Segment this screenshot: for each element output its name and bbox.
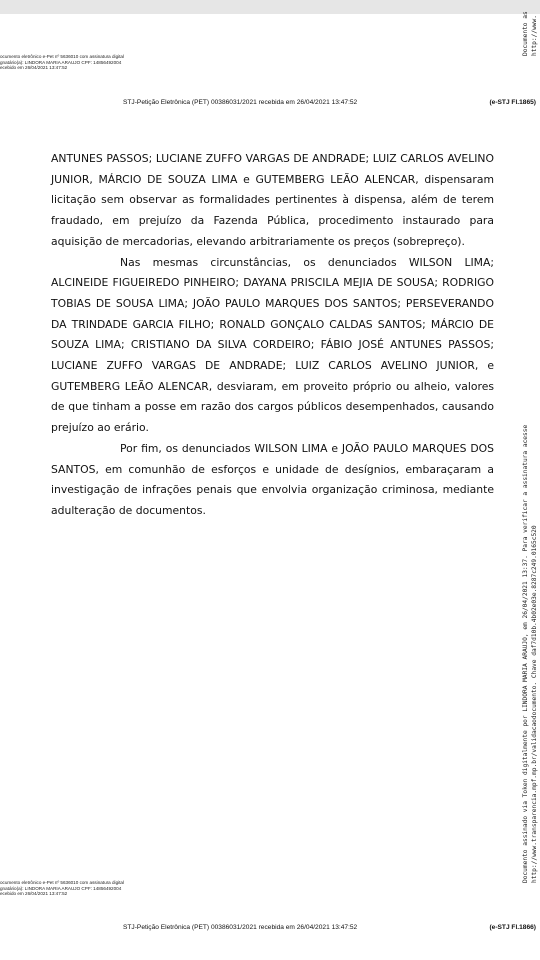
side-stamp-fragment-line: Documento as [522,11,529,56]
top-page-band [0,0,540,14]
side-stamp-fragment-line: http://www. [531,15,538,56]
document-body [51,149,494,522]
folio-number: (e-STJ Fl.1866) [489,924,536,931]
stamp-line: gnatário(a): LINDORA MARIA ARAUJO CPF: 14856492004 [0,59,122,65]
body-paragraph: Por fim, os denunciados WILSON LIMA e JOÃO PAULO MARQUES DOS SANTOS, em comunhão de esforços e unidade de desígnios, embaraçaram a investigação de infrações penais que envolvia organização criminosa, mediante adulteração de documentos. [51,441,494,517]
stamp-line: gnatário(a): LINDORA MARIA ARAUJO CPF: 14856492004 [0,885,122,891]
stamp-line: ocumento eletrônico e-Pet nº 5636010 com assinatura digital [0,880,124,885]
side-signature-stamp [521,309,539,883]
signature-stamp-top [0,54,124,71]
side-stamp-top-fragment [521,0,539,56]
folio-number: (e-STJ Fl.1865) [489,99,536,106]
signature-stamp-bottom [0,880,124,897]
stamp-line: ecebido em 26/04/2021 13:47:52 [0,65,68,71]
side-stamp-line: http://www.transparencia.mpf.mp.br/validacaodocumento. Chave daf7d10b.4b02e03e.8287c249.0165c520 [531,525,538,883]
side-stamp-line: Documento assinado via Token digitalmente por LINDORA MARIA ARAUJO, em 26/04/2021 13:37. Para verificar a assinatura acesse [522,424,529,883]
stamp-line: ecebido em 26/04/2021 13:47:52 [0,891,68,897]
petition-header-text: STJ-Petição Eletrônica (PET) 00386031/2021 recebida em 26/04/2021 13:47:52 [123,924,358,931]
body-paragraph: ANTUNES PASSOS; LUCIANE ZUFFO VARGAS DE ANDRADE; LUIZ CARLOS AVELINO JUNIOR, MÁRCIO DE SOUZA LIMA e GUTEMBERG LEÃO ALENCAR, dispensaram licitação sem observar as formalidades pertinentes à dispensa, além de terem fraudado, em prejuízo da Fazenda Pública, procedimento instaurado para aquisição de mercadorias, elevando arbitrariamente os preços (sobrepreço). [51,152,494,248]
stamp-line: ocumento eletrônico e-Pet nº 5636010 com assinatura digital [0,54,124,59]
body-paragraph: Nas mesmas circunstâncias, os denunciados WILSON LIMA; ALCINEIDE FIGUEIREDO PINHEIRO; DAYANA PRISCILA MEJIA DE SOUSA; RODRIGO TOBIAS DE SOUSA LIMA; JOÃO PAULO MARQUES DOS SANTOS; PERSEVERANDO DA TRINDADE GARCIA FILHO; RONALD GONÇALO CALDAS SANTOS; MÁRCIO DE SOUZA LIMA; CRISTIANO DA SILVA CORDEIRO; FÁBIO JOSÉ ANTUNES PASSOS; LUCIANE ZUFFO VARGAS DE ANDRADE; LUIZ CARLOS AVELINO JUNIOR, e GUTEMBERG LEÃO ALENCAR, desviaram, em proveito próprio ou alheio, valores de que tinham a posse em razão dos cargos públicos desempenhados, causando prejuízo ao erário. [51,255,494,435]
petition-header-text: STJ-Petição Eletrônica (PET) 00386031/2021 recebida em 26/04/2021 13:47:52 [123,99,358,106]
